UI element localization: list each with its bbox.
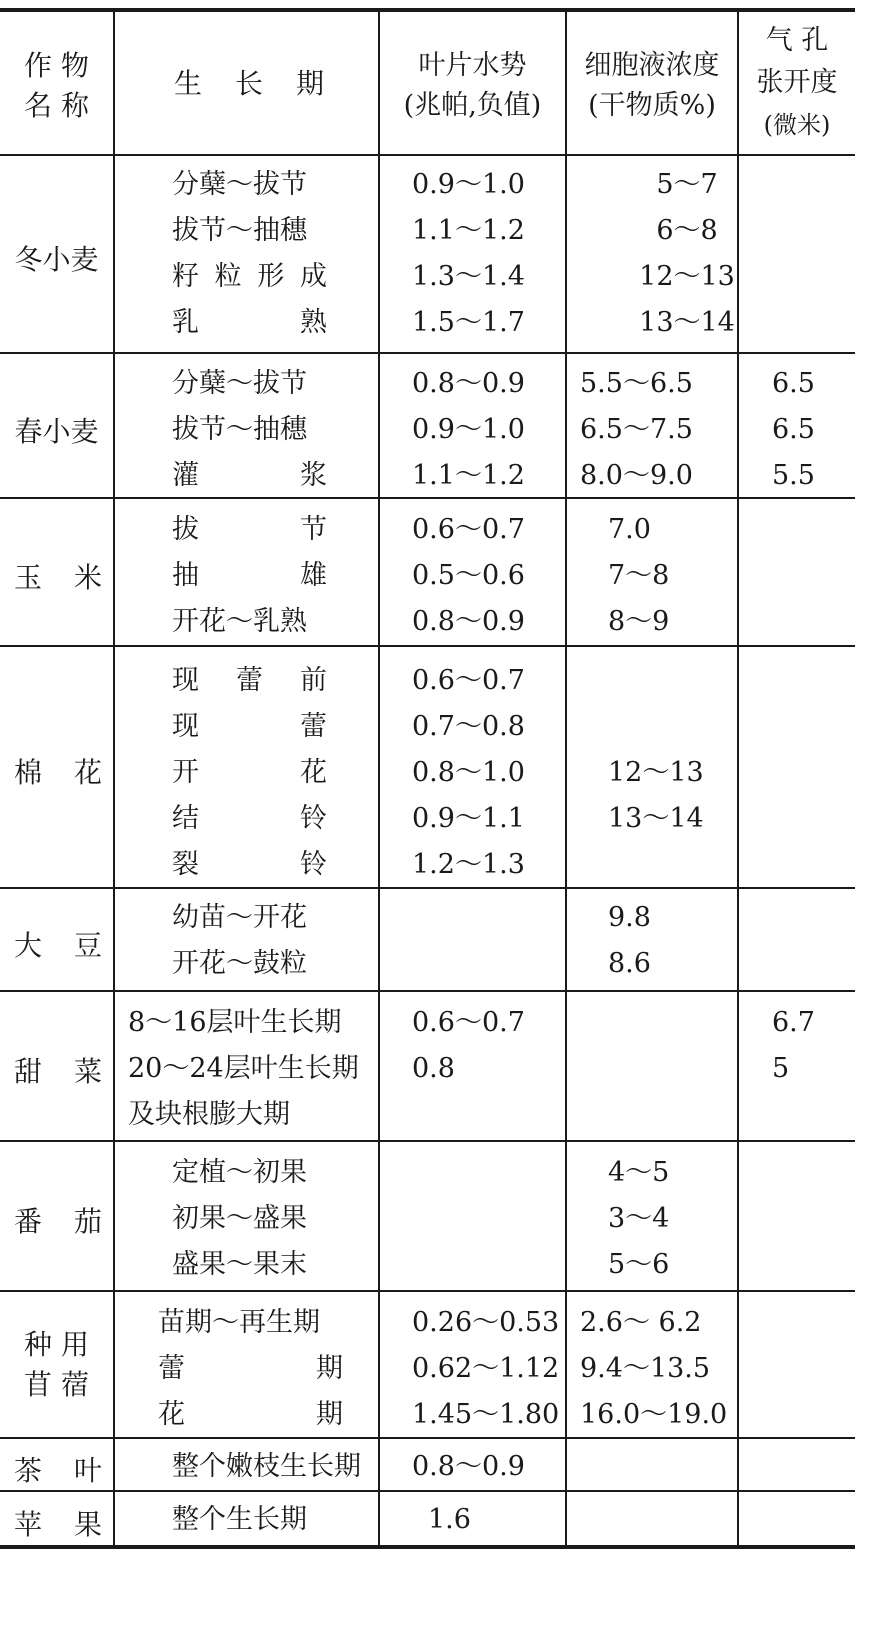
leaf-water-potential xyxy=(412,361,567,499)
growth-stage-value: 结 铃 xyxy=(172,803,327,834)
header-stage: 生 长 期 xyxy=(174,67,324,100)
stomatal-aperture-value: 6.5 xyxy=(772,414,815,445)
cell-sap-concentration-value: 12～13 xyxy=(639,261,735,292)
leaf-water-potential-value: 0.6～0.7 xyxy=(412,514,525,545)
rule-bottom xyxy=(0,1545,855,1549)
leaf-water-potential-value: 0.8～0.9 xyxy=(412,606,525,637)
growth-stage xyxy=(172,895,327,987)
cell-sap-concentration-value: 5～7 xyxy=(656,169,718,200)
growth-stage-value: 开花～乳熟 xyxy=(172,606,307,637)
leaf-water-potential-value: 0.5～0.6 xyxy=(412,560,525,591)
growth-stage-value: 乳 熟 xyxy=(172,307,327,338)
growth-stage-value: 拔 节 xyxy=(172,514,327,545)
growth-stage-value: 现 蕾 前 xyxy=(172,665,327,696)
leaf-water-potential-value: 0.8～0.9 xyxy=(412,1451,525,1482)
growth-stage-value: 分蘖～拔节 xyxy=(172,169,307,200)
growth-stage-value: 分蘖～拔节 xyxy=(172,368,307,399)
cell-sap-concentration xyxy=(580,361,730,499)
cell-sap-concentration-value: 3～4 xyxy=(608,1203,670,1234)
growth-stage-value: 蕾 期 xyxy=(158,1353,343,1384)
growth-stage xyxy=(128,1000,373,1138)
growth-stage-value: 苗期～再生期 xyxy=(158,1307,320,1338)
cell-sap-concentration-value xyxy=(608,704,758,750)
growth-stage xyxy=(158,1300,343,1438)
crop-name: 玉 米 xyxy=(14,561,102,594)
stomatal-aperture-value: 5 xyxy=(772,1053,790,1084)
leaf-water-potential-value: 0.7～0.8 xyxy=(412,711,525,742)
rule-header xyxy=(0,154,855,156)
leaf-water-potential-value: 1.45～1.80 xyxy=(412,1399,560,1430)
col-divider xyxy=(113,10,115,1547)
growth-stage-value: 籽 粒 形 成 xyxy=(172,261,327,292)
leaf-water-potential-value: 1.3～1.4 xyxy=(412,261,525,292)
growth-stage-value: 8～16层叶生长期 xyxy=(128,1007,342,1038)
growth-stage-value: 抽 雄 xyxy=(172,560,327,591)
growth-stage-value: 整个生长期 xyxy=(172,1504,307,1535)
cell-sap-concentration-value: 7～8 xyxy=(608,560,670,591)
rule-row xyxy=(0,990,855,992)
growth-stage-value: 整个嫩枝生长期 xyxy=(172,1451,361,1482)
leaf-water-potential-value: 0.26～0.53 xyxy=(412,1307,560,1338)
growth-stage-value: 初果～盛果 xyxy=(172,1203,307,1234)
cell-sap-concentration-value: 9.8 xyxy=(608,902,651,933)
growth-stage-value: 盛果～果末 xyxy=(172,1249,307,1280)
leaf-water-potential xyxy=(412,507,567,645)
leaf-water-potential-value: 0.9～1.0 xyxy=(412,169,525,200)
cell-sap-concentration-value: 16.0～19.0 xyxy=(580,1399,728,1430)
cell-sap-concentration-value: 4～5 xyxy=(608,1157,670,1188)
cell-sap-concentration xyxy=(612,162,762,346)
leaf-water-potential-value: 0.9～1.0 xyxy=(412,414,525,445)
growth-stage-value: 裂 铃 xyxy=(172,849,327,880)
growth-stage-value: 灌 浆 xyxy=(172,460,327,491)
rule-row xyxy=(0,1490,855,1492)
growth-stage-value: 幼苗～开花 xyxy=(172,902,307,933)
leaf-water-potential xyxy=(412,1444,567,1490)
leaf-water-potential-value: 1.6 xyxy=(428,1504,471,1535)
growth-stage-value: 开花～鼓粒 xyxy=(172,948,307,979)
stomatal-aperture xyxy=(772,1000,852,1092)
rule-top xyxy=(0,8,855,12)
stomatal-aperture-value: 6.7 xyxy=(772,1007,815,1038)
header-leaf-water-potential: 叶片水势 (兆帕,负值) xyxy=(403,50,542,121)
cell-sap-concentration-value xyxy=(608,658,758,704)
stomatal-aperture-value: 6.5 xyxy=(772,368,815,399)
leaf-water-potential-value: 0.8 xyxy=(412,1053,455,1084)
cell-sap-concentration xyxy=(608,1150,758,1288)
leaf-water-potential-value: 0.8～1.0 xyxy=(412,757,525,788)
cell-sap-concentration-value xyxy=(608,842,758,888)
header-stomatal-aperture: 气 孔 张开度 (微米) xyxy=(756,25,838,139)
growth-stage xyxy=(172,658,327,888)
cell-sap-concentration-value: 5.5～6.5 xyxy=(580,368,693,399)
cell-sap-concentration-value: 8.6 xyxy=(608,948,651,979)
rule-row xyxy=(0,1140,855,1142)
leaf-water-potential-value: 1.2～1.3 xyxy=(412,849,525,880)
leaf-water-potential-value: 0.6～0.7 xyxy=(412,1007,525,1038)
growth-stage xyxy=(172,507,327,645)
leaf-water-potential-value: 0.6～0.7 xyxy=(412,665,525,696)
leaf-water-potential xyxy=(412,162,567,346)
rule-row xyxy=(0,352,855,354)
crop-name: 冬小麦 xyxy=(14,243,99,276)
leaf-water-potential-value: 1.5～1.7 xyxy=(412,307,525,338)
rule-row xyxy=(0,645,855,647)
growth-stage xyxy=(172,162,327,346)
growth-stage-value: 现 蕾 xyxy=(172,711,327,742)
stomatal-aperture-value: 5.5 xyxy=(772,460,815,491)
cell-sap-concentration-value: 13～14 xyxy=(639,307,735,338)
leaf-water-potential xyxy=(412,658,567,888)
crop-name: 甜 菜 xyxy=(14,1055,102,1088)
cell-sap-concentration-value: 9.4～13.5 xyxy=(580,1353,711,1384)
growth-stage-value: 拔节～抽穗 xyxy=(172,414,307,445)
leaf-water-potential-value: 0.9～1.1 xyxy=(412,803,525,834)
crop-name: 春小麦 xyxy=(14,414,99,448)
leaf-water-potential xyxy=(412,1000,567,1092)
header-crop: 作 物 名 称 xyxy=(24,49,89,122)
cell-sap-concentration-value: 7.0 xyxy=(608,514,651,545)
leaf-water-potential xyxy=(412,1300,567,1438)
col-divider xyxy=(378,10,380,1547)
cell-sap-concentration-value: 13～14 xyxy=(608,803,704,834)
cell-sap-concentration-value: 12～13 xyxy=(608,757,704,788)
growth-stage-value: 开 花 xyxy=(172,757,327,788)
growth-stage-value: 20～24层叶生长期 xyxy=(128,1053,359,1084)
growth-stage-value: 拔节～抽穗 xyxy=(172,215,307,246)
rule-row xyxy=(0,1290,855,1292)
cell-sap-concentration-value: 2.6～ 6.2 xyxy=(580,1307,702,1338)
cell-sap-concentration xyxy=(608,895,758,987)
leaf-water-potential-value: 1.1～1.2 xyxy=(412,215,525,246)
leaf-water-potential-value: 0.8～0.9 xyxy=(412,368,525,399)
crop-name: 大 豆 xyxy=(14,928,102,962)
cell-sap-concentration-value: 8.0～9.0 xyxy=(580,460,693,491)
cell-sap-concentration-value: 5～6 xyxy=(608,1249,670,1280)
cell-sap-concentration xyxy=(608,507,758,645)
growth-stage-value: 及块根膨大期 xyxy=(128,1099,290,1130)
leaf-water-potential xyxy=(428,1497,583,1543)
crop-name: 茶 叶 xyxy=(14,1453,102,1487)
growth-stage xyxy=(172,1497,327,1543)
cell-sap-concentration xyxy=(580,1300,730,1438)
growth-stage-value: 定植～初果 xyxy=(172,1157,307,1188)
leaf-water-potential-value: 1.1～1.2 xyxy=(412,460,525,491)
leaf-water-potential-value: 0.62～1.12 xyxy=(412,1353,560,1384)
cell-sap-concentration-value: 6～8 xyxy=(656,215,718,246)
crop-name: 番 茄 xyxy=(14,1205,102,1238)
header-cell-sap-concentration: 细胞液浓度 (干物质%) xyxy=(584,50,720,121)
cell-sap-concentration xyxy=(608,658,758,888)
growth-stage xyxy=(172,361,327,499)
cell-sap-concentration-value: 6.5～7.5 xyxy=(580,414,693,445)
growth-stage-value: 花 期 xyxy=(158,1399,343,1430)
crop-name: 种 用 苜 蓿 xyxy=(24,1327,89,1401)
cell-sap-concentration-value: 8～9 xyxy=(608,606,670,637)
growth-stage xyxy=(172,1150,327,1288)
stomatal-aperture xyxy=(772,361,852,499)
crop-name: 棉 花 xyxy=(14,756,102,789)
crop-name: 苹 果 xyxy=(14,1507,102,1541)
growth-stage xyxy=(172,1444,361,1490)
